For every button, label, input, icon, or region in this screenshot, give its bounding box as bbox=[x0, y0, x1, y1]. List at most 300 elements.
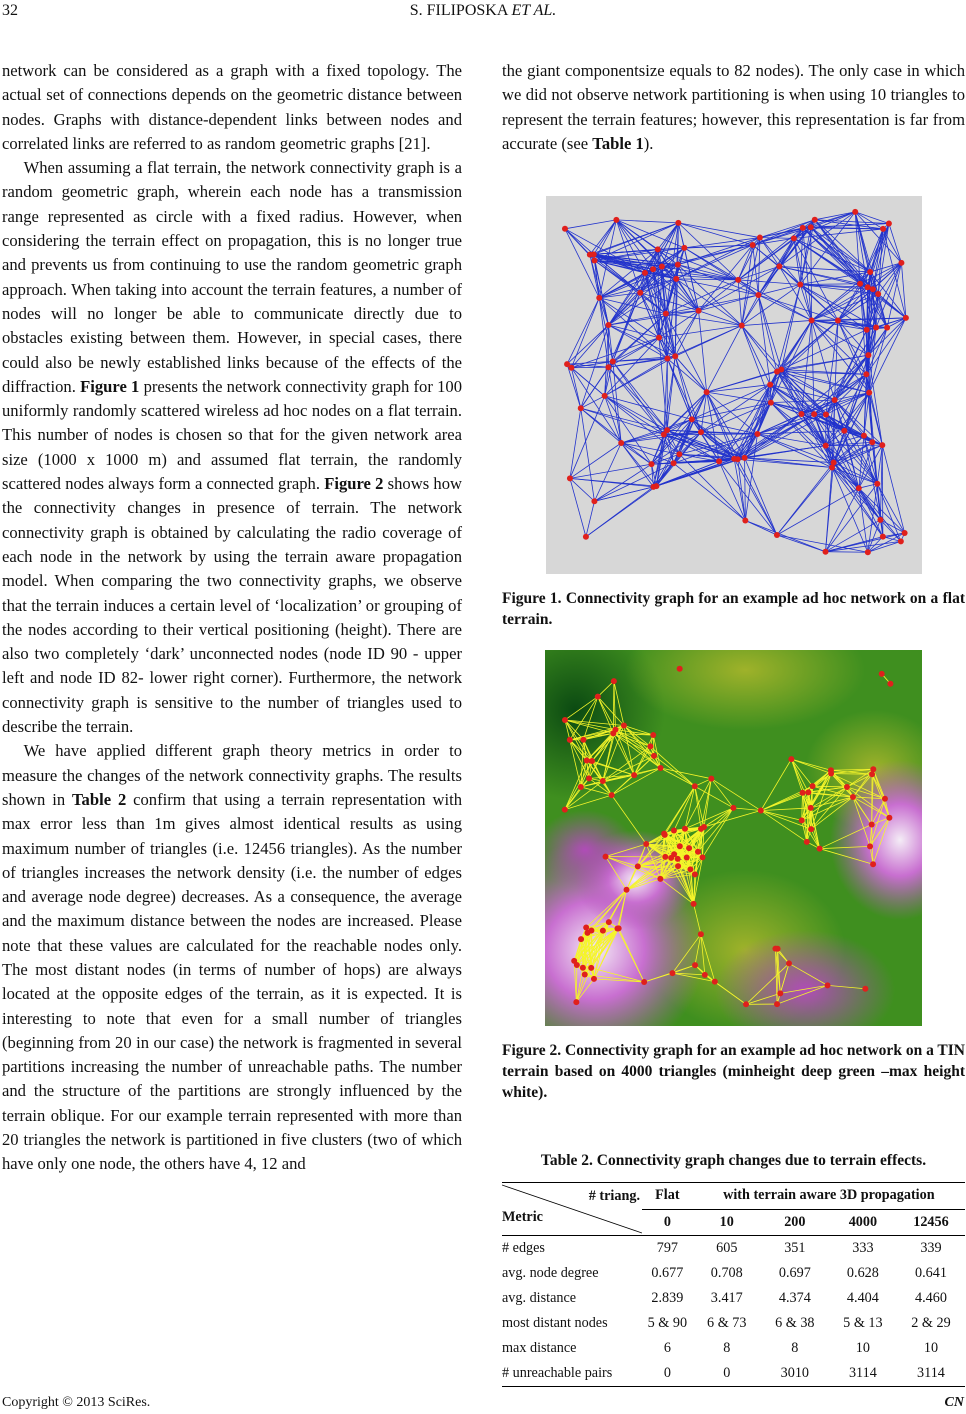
graph-edge bbox=[707, 326, 742, 393]
graph-edge bbox=[734, 385, 770, 459]
paragraph bbox=[2, 156, 462, 739]
graph-node bbox=[589, 758, 595, 764]
graph-node bbox=[870, 766, 876, 772]
figure-2-graph bbox=[545, 650, 922, 1026]
graph-node bbox=[567, 737, 573, 743]
graph-node bbox=[812, 217, 818, 223]
graph-node bbox=[880, 226, 886, 232]
graph-node bbox=[864, 327, 870, 333]
text-segment: shows how the connectivity changes in presence of terrain. The network connectivity graph is obtained by calculating the radio coverage of each node in the network by using the terrain aware propagation model. When comparing the two connectivity graphs, we observe that the terrain induces a certain level of ‘localization’ or grouping of the nodes according to their vertical positioning (height). There are also two completely ‘dark’ unconnected nodes (node ID 90 - upper left and node ID 82- lower right corner). Furthermore, the network connectivity graph is sensitive to the number of triangles used to describe the terrain. bbox=[2, 474, 462, 737]
running-header-etal: ET AL. bbox=[511, 2, 557, 19]
value-cell: 0.641 bbox=[915, 1265, 947, 1281]
graph-node bbox=[863, 371, 869, 377]
header-terrain: with terrain aware 3D propagation bbox=[693, 1183, 965, 1210]
text-segment: We have applied different graph theory metrics in order to measure the changes of the network connectivity graphs. The results shown in bbox=[2, 741, 462, 809]
graph-edge bbox=[570, 408, 581, 478]
footer-journal: CN bbox=[944, 1395, 964, 1410]
graph-node bbox=[730, 805, 736, 811]
graph-node bbox=[567, 475, 573, 481]
graph-node bbox=[618, 440, 624, 446]
text-segment: the giant componentsize equals to 82 nodes). The only case in which we did not observe network partitioning is when using 10 triangles to represent the terrain features; however, this representation is far from accurate (see bbox=[502, 61, 965, 153]
graph-node bbox=[731, 456, 737, 462]
graph-node bbox=[870, 286, 876, 292]
graph-node bbox=[708, 776, 714, 782]
graph-node bbox=[767, 382, 773, 388]
graph-node bbox=[788, 756, 794, 762]
graph-node bbox=[676, 451, 682, 457]
column-header: 200 bbox=[784, 1213, 806, 1230]
running-header-authors: S. FILIPOSKA bbox=[409, 2, 508, 19]
value-cell: 4.404 bbox=[846, 1290, 879, 1306]
graph-node bbox=[675, 863, 681, 869]
graph-edge bbox=[760, 238, 794, 239]
graph-node bbox=[817, 846, 823, 852]
graph-edge bbox=[794, 238, 812, 320]
graph-node bbox=[692, 783, 698, 789]
graph-node bbox=[777, 990, 783, 996]
figure-1-svg bbox=[546, 196, 922, 574]
graph-node bbox=[774, 532, 780, 538]
value-cell: 6 bbox=[663, 1340, 671, 1356]
graph-edge bbox=[678, 223, 679, 265]
graph-node bbox=[580, 965, 586, 971]
graph-node bbox=[841, 428, 847, 434]
graph-edge bbox=[699, 295, 759, 311]
graph-node bbox=[835, 318, 841, 324]
graph-node bbox=[865, 549, 871, 555]
graph-edge bbox=[565, 229, 594, 255]
graph-node bbox=[786, 960, 792, 966]
graph-node bbox=[662, 832, 668, 838]
graph-edge bbox=[570, 478, 594, 501]
graph-node bbox=[832, 397, 838, 403]
graph-node bbox=[613, 217, 619, 223]
value-cell: 605 bbox=[716, 1240, 738, 1256]
graph-node bbox=[797, 281, 803, 287]
graph-node bbox=[684, 854, 690, 860]
graph-node bbox=[804, 839, 810, 845]
graph-node bbox=[624, 887, 630, 893]
value-cell: 0.628 bbox=[846, 1265, 879, 1281]
graph-node bbox=[612, 727, 618, 733]
graph-node bbox=[664, 356, 670, 362]
metric-cell: avg. distance bbox=[502, 1290, 577, 1306]
table-row bbox=[502, 1236, 965, 1262]
graph-node bbox=[810, 783, 816, 789]
paragraph bbox=[2, 59, 462, 156]
graph-node bbox=[774, 1001, 780, 1007]
graph-node bbox=[562, 226, 568, 232]
value-cell: 2 & 29 bbox=[911, 1315, 951, 1331]
value-cell: 5 & 13 bbox=[843, 1315, 883, 1331]
graph-node bbox=[616, 925, 622, 931]
paragraph bbox=[502, 59, 965, 156]
table-header-row-1 bbox=[502, 1183, 965, 1210]
graph-node bbox=[600, 778, 606, 784]
graph-node bbox=[880, 534, 886, 540]
graph-edge bbox=[826, 552, 868, 553]
column-header: 12456 bbox=[913, 1213, 949, 1230]
graph-node bbox=[903, 315, 909, 321]
table-2 bbox=[502, 1182, 965, 1387]
value-cell: 10 bbox=[855, 1340, 870, 1356]
figure-reference: Table 1 bbox=[592, 133, 644, 153]
graph-node bbox=[704, 389, 710, 395]
graph-node bbox=[568, 365, 574, 371]
value-cell: 4.460 bbox=[915, 1290, 947, 1306]
graph-node bbox=[791, 235, 797, 241]
graph-node bbox=[874, 481, 880, 487]
paragraph bbox=[2, 739, 462, 1176]
graph-node bbox=[742, 455, 748, 461]
figure-1-graph bbox=[546, 196, 922, 574]
graph-node bbox=[877, 517, 883, 523]
graph-node bbox=[650, 266, 656, 272]
graph-node bbox=[596, 295, 602, 301]
graph-edge bbox=[771, 320, 812, 402]
graph-edge bbox=[571, 368, 621, 443]
text-segment: presents the network connectivity graph for 100 uniformly randomly scattered wireless ad hoc nodes on a flat terrain. This number of nodes is chosen so that for the given network area size (1000 x 1000 m) and assumed flat terrain, the randomly scattered nodes always form a connected graph. bbox=[2, 376, 462, 494]
graph-edge bbox=[594, 486, 656, 501]
footer-copyright: Copyright © 2013 SciRes. bbox=[2, 1395, 151, 1410]
graph-edge bbox=[844, 431, 858, 488]
graph-node bbox=[691, 901, 697, 907]
graph-node bbox=[675, 856, 681, 862]
graph-node bbox=[775, 946, 781, 952]
graph-node bbox=[591, 976, 597, 982]
graph-node bbox=[695, 849, 701, 855]
graph-node bbox=[758, 808, 764, 814]
graph-node bbox=[605, 322, 611, 328]
graph-edge bbox=[567, 364, 581, 408]
graph-node bbox=[580, 737, 586, 743]
graph-edge bbox=[742, 284, 801, 325]
graph-node bbox=[651, 753, 657, 759]
graph-edge bbox=[586, 486, 656, 537]
graph-node bbox=[673, 276, 679, 282]
graph-node bbox=[808, 805, 814, 811]
graph-node bbox=[870, 861, 876, 867]
graph-node bbox=[653, 483, 659, 489]
graph-node bbox=[800, 225, 806, 231]
graph-edge bbox=[571, 368, 604, 396]
text-segment: When assuming a flat terrain, the network connectivity graph is a random geometric graph, wherein each node has a transmission range represented as circle with a fixed radius. However, when considering the terrain effect on propagation, this is no longer true and prevents us from continuing to use the random geometric graph approach. When taking into account the terrain features, a number of nodes will no longer be able to communicate directly due to obstacles existing between them. However, in special cases, there could also be newly established links because of the effects of the diffraction. bbox=[2, 158, 462, 396]
graph-edge bbox=[738, 459, 832, 467]
graph-node bbox=[571, 958, 577, 964]
figure-reference: Figure 2 bbox=[324, 474, 384, 494]
graph-node bbox=[757, 235, 763, 241]
graph-node bbox=[743, 1001, 749, 1007]
graph-node bbox=[852, 209, 858, 215]
graph-node bbox=[611, 678, 617, 684]
graph-node bbox=[898, 538, 904, 544]
table-row bbox=[502, 1261, 965, 1286]
graph-node bbox=[661, 432, 667, 438]
graph-edge bbox=[777, 949, 778, 1004]
graph-edge bbox=[758, 295, 770, 385]
graph-node bbox=[573, 999, 579, 1005]
graph-node bbox=[831, 460, 837, 466]
graph-node bbox=[861, 433, 867, 439]
table-row bbox=[502, 1311, 965, 1336]
graph-node bbox=[875, 291, 881, 297]
graph-node bbox=[869, 822, 875, 828]
graph-node bbox=[844, 784, 850, 790]
graph-node bbox=[750, 242, 756, 248]
value-cell: 3010 bbox=[780, 1365, 810, 1381]
graph-node bbox=[754, 431, 760, 437]
graph-edge bbox=[674, 463, 746, 520]
graph-node bbox=[882, 796, 888, 802]
graph-edge bbox=[745, 458, 746, 521]
graph-node bbox=[657, 765, 663, 771]
graph-node bbox=[647, 743, 653, 749]
graph-edge bbox=[815, 220, 873, 289]
graph-edge bbox=[666, 314, 742, 326]
graph-edge bbox=[734, 459, 777, 535]
value-cell: 4.374 bbox=[778, 1290, 811, 1306]
graph-node bbox=[672, 353, 678, 359]
graph-node bbox=[828, 767, 834, 773]
graph-node bbox=[591, 498, 597, 504]
value-cell: 8 bbox=[723, 1340, 731, 1356]
graph-node bbox=[578, 784, 584, 790]
graph-node bbox=[562, 807, 568, 813]
graph-node bbox=[668, 855, 674, 861]
graph-node bbox=[584, 758, 590, 764]
graph-node bbox=[655, 246, 661, 252]
table-row bbox=[502, 1336, 965, 1361]
graph-edge bbox=[699, 311, 742, 326]
corner-label-metric: Metric bbox=[502, 1209, 543, 1225]
graph-node bbox=[605, 364, 611, 370]
graph-node bbox=[808, 224, 814, 230]
graph-node bbox=[582, 972, 588, 978]
graph-node bbox=[879, 671, 885, 677]
graph-node bbox=[809, 317, 815, 323]
value-cell: 3.417 bbox=[710, 1290, 743, 1306]
graph-edge bbox=[777, 535, 868, 552]
graph-node bbox=[584, 930, 590, 936]
graph-node bbox=[675, 262, 681, 268]
graph-node bbox=[701, 824, 707, 830]
graph-edge bbox=[745, 458, 777, 535]
value-cell: 339 bbox=[920, 1240, 942, 1256]
graph-node bbox=[800, 790, 806, 796]
graph-node bbox=[755, 292, 761, 298]
graph-node bbox=[823, 412, 829, 418]
graph-node bbox=[823, 549, 829, 555]
graph-node bbox=[659, 263, 665, 269]
value-cell: 6 & 38 bbox=[775, 1315, 815, 1331]
graph-node bbox=[641, 979, 647, 985]
graph-edge bbox=[613, 361, 664, 434]
graph-node bbox=[698, 429, 704, 435]
graph-edge bbox=[734, 414, 801, 459]
graph-node bbox=[869, 439, 875, 445]
graph-node bbox=[650, 732, 656, 738]
figure-reference: Table 2 bbox=[72, 789, 127, 809]
graph-node bbox=[739, 323, 745, 329]
graph-edge bbox=[742, 326, 782, 370]
graph-node bbox=[649, 461, 655, 467]
graph-edge bbox=[745, 520, 777, 535]
graph-node bbox=[669, 970, 675, 976]
graph-node bbox=[562, 717, 568, 723]
graph-node bbox=[682, 826, 688, 832]
graph-node bbox=[850, 794, 856, 800]
graph-node bbox=[635, 863, 641, 869]
graph-edge bbox=[565, 220, 616, 229]
graph-node bbox=[867, 269, 873, 275]
graph-node bbox=[702, 972, 708, 978]
graph-node bbox=[862, 986, 868, 992]
graph-edge bbox=[565, 229, 590, 255]
figure-reference: Figure 1 bbox=[80, 376, 140, 396]
graph-node bbox=[902, 530, 908, 536]
graph-node bbox=[886, 220, 892, 226]
graph-edge bbox=[719, 461, 777, 535]
metric-cell: avg. node degree bbox=[502, 1265, 599, 1281]
left-column-text bbox=[2, 59, 462, 1177]
graph-node bbox=[689, 416, 695, 422]
graph-node bbox=[606, 919, 612, 925]
graph-node bbox=[609, 792, 615, 798]
value-cell: 2.839 bbox=[651, 1290, 684, 1306]
graph-node bbox=[656, 335, 662, 341]
graph-node bbox=[602, 393, 608, 399]
value-cell: 0.677 bbox=[651, 1265, 684, 1281]
graph-node bbox=[686, 845, 692, 851]
graph-node bbox=[742, 517, 748, 523]
graph-node bbox=[583, 534, 589, 540]
graph-node bbox=[778, 367, 784, 373]
graph-node bbox=[675, 220, 681, 226]
graph-node bbox=[687, 866, 693, 872]
graph-node bbox=[662, 854, 668, 860]
graph-node bbox=[776, 263, 782, 269]
graph-edge bbox=[777, 284, 800, 371]
value-cell: 333 bbox=[852, 1240, 874, 1256]
text-segment: network can be considered as a graph with a fixed topology. The actual set of connections depends on the geometric distance between nodes. Graphs with distance-dependent links between nodes and correlated links are referred to as random geometric graphs [21]. bbox=[2, 61, 462, 153]
graph-edge bbox=[571, 368, 580, 409]
graph-node bbox=[811, 411, 817, 417]
graph-edge bbox=[777, 463, 834, 535]
graph-node bbox=[603, 854, 609, 860]
graph-edge bbox=[571, 367, 608, 368]
graph-node bbox=[865, 284, 871, 290]
graph-node bbox=[600, 928, 606, 934]
value-cell: 10 bbox=[923, 1340, 939, 1356]
graph-node bbox=[869, 771, 875, 777]
value-cell: 3114 bbox=[848, 1365, 877, 1381]
value-cell: 6 & 73 bbox=[707, 1315, 747, 1331]
text-segment: ). bbox=[643, 133, 654, 153]
value-cell: 797 bbox=[656, 1240, 678, 1256]
graph-edge bbox=[570, 478, 656, 486]
graph-node bbox=[583, 925, 589, 931]
graph-node bbox=[643, 841, 649, 847]
graph-node bbox=[588, 965, 594, 971]
graph-node bbox=[799, 817, 805, 823]
value-cell: 0.708 bbox=[710, 1265, 743, 1281]
graph-edge bbox=[758, 295, 777, 372]
figure-2-caption: Figure 2. Connectivity graph for an example ad hoc network on a TIN terrain based on 4000 triangles (minheight deep green –max height white). bbox=[502, 1042, 965, 1101]
graph-edge bbox=[570, 478, 586, 536]
graph-edge bbox=[616, 220, 678, 223]
graph-edge bbox=[590, 223, 678, 255]
graph-node bbox=[884, 325, 890, 331]
graph-node bbox=[595, 694, 601, 700]
graph-node bbox=[671, 828, 677, 834]
graph-node bbox=[700, 854, 706, 860]
graph-node bbox=[637, 290, 643, 296]
graph-node bbox=[887, 681, 893, 687]
graph-edge bbox=[800, 284, 860, 285]
value-cell: 0 bbox=[723, 1365, 731, 1381]
graph-node bbox=[712, 979, 718, 985]
graph-node bbox=[657, 876, 663, 882]
graph-node bbox=[886, 815, 892, 821]
metric-cell: max distance bbox=[502, 1340, 577, 1356]
value-cell: 3114 bbox=[917, 1365, 945, 1381]
graph-node bbox=[873, 325, 879, 331]
metric-cell: most distant nodes bbox=[502, 1315, 608, 1331]
graph-node bbox=[610, 358, 616, 364]
graph-node bbox=[592, 257, 598, 263]
graph-node bbox=[671, 460, 677, 466]
metric-cell: # edges bbox=[502, 1240, 545, 1256]
column-header: 10 bbox=[719, 1213, 734, 1230]
graph-edge bbox=[581, 408, 595, 501]
value-cell: 0 bbox=[663, 1365, 671, 1381]
graph-edge bbox=[742, 320, 812, 325]
graph-node bbox=[692, 962, 698, 968]
graph-node bbox=[735, 277, 741, 283]
graph-node bbox=[578, 936, 584, 942]
figure-2-svg bbox=[545, 650, 922, 1026]
value-cell: 8 bbox=[791, 1340, 799, 1356]
running-header bbox=[0, 2, 966, 20]
graph-node bbox=[825, 982, 831, 988]
graph-node bbox=[808, 826, 814, 832]
graph-node bbox=[621, 723, 627, 729]
graph-node bbox=[857, 281, 863, 287]
graph-node bbox=[631, 772, 637, 778]
column-header: 0 bbox=[663, 1213, 671, 1230]
graph-node bbox=[798, 411, 804, 417]
graph-node bbox=[867, 843, 873, 849]
header-flat: Flat bbox=[642, 1183, 693, 1210]
graph-node bbox=[768, 400, 774, 406]
graph-node bbox=[587, 252, 593, 258]
table-2-title: Table 2. Connectivity graph changes due to terrain effects. bbox=[540, 1152, 927, 1169]
corner-label-triang: # triang. bbox=[588, 1188, 640, 1204]
page-number: 32 bbox=[2, 2, 18, 19]
figure-1-caption: Figure 1. Connectivity graph for an example ad hoc network on a flat terrain. bbox=[502, 590, 965, 628]
graph-node bbox=[698, 931, 704, 937]
value-cell: 351 bbox=[784, 1240, 806, 1256]
graph-node bbox=[716, 458, 722, 464]
graph-edge bbox=[832, 468, 868, 553]
graph-edge bbox=[738, 280, 742, 326]
graph-node bbox=[898, 260, 904, 266]
graph-node bbox=[866, 390, 872, 396]
table-row bbox=[502, 1361, 965, 1387]
value-cell: 5 & 90 bbox=[647, 1315, 688, 1331]
graph-node bbox=[823, 443, 829, 449]
column-header: 4000 bbox=[848, 1213, 878, 1230]
